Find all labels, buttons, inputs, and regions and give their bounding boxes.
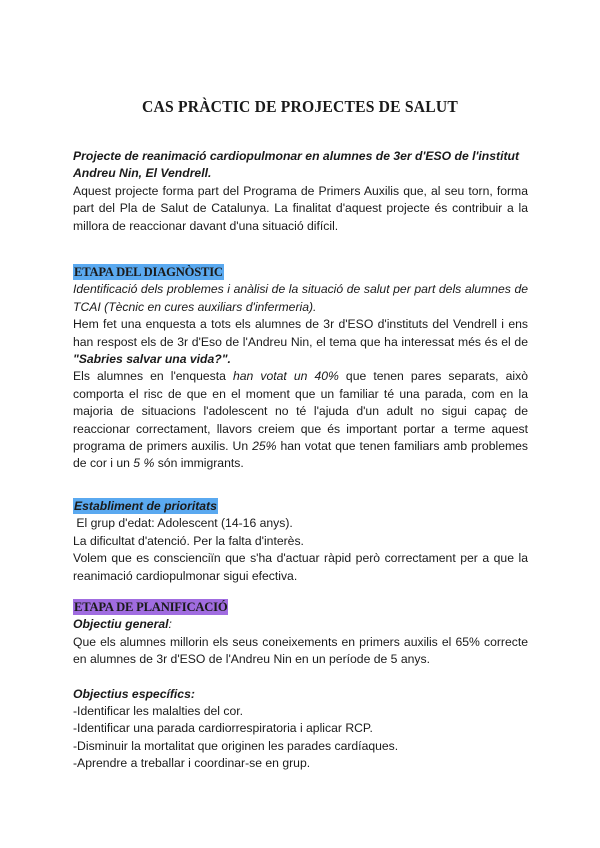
intro-heading: Projecte de reanimació cardiopulmonar en alumnes de 3er d'ESO de l'institut Andreu Nin, El Vendrell. [73, 149, 520, 181]
results-stat-5: 5 % [133, 456, 155, 471]
intro-body: Aquest projecte forma part del Programa de Primers Auxilis que, al seu torn, forma part del Pla de Salut de Catalunya. La finalitat d'aquest projecte és contribuir a la millora de reaccionar davant d'una situació difícil. [73, 183, 528, 233]
priorities-line-attention: La dificultat d'atenció. Per la falta d'interès. [73, 533, 304, 548]
priorities-section [73, 498, 528, 585]
intro-section [73, 148, 528, 235]
general-objective-text: Que els alumnes millorin els seus coneixements en primers auxilis el 65% correcte en alumnes de 3r d'ESO de l'Andreu Nin en un període de 5 anys. [73, 634, 528, 667]
diagnostic-paragraph-results [73, 368, 528, 472]
diagnostic-section [73, 264, 528, 473]
survey-quote: "Sabries salvar una vida?". [73, 352, 231, 367]
specific-objective-item: -Identificar una parada cardiorrespiratoria i aplicar RCP. [73, 721, 373, 736]
general-objective-label [73, 616, 528, 633]
specific-objectives-label: Objectius específics: [73, 686, 195, 701]
diagnostic-heading: ETAPA DEL DIAGNÒSTIC [74, 265, 223, 279]
specific-objective-item: -Aprendre a treballar i coordinar-se en grup. [73, 756, 311, 771]
results-text-b: que tenen pares separats, això comporta el risc de que en el moment que un familiar té una parada, com en la majoria de situacions l'adolescent no té l'ajuda d'un adult no sigui capaç de reaccionar correctament, llavors creiem que és important portar a terme aquest programa de primers auxilis. Un [73, 369, 528, 454]
results-stat-25: 25% [252, 439, 277, 454]
results-text-a: Els alumnes en l'enquesta [73, 369, 233, 384]
planning-heading: ETAPA DE PLANIFICACIÓ [74, 600, 228, 614]
page-title: CAS PRÀCTIC DE PROJECTES DE SALUT [142, 97, 458, 116]
priorities-line-age: El grup d'edat: Adolescent (14-16 anys). [73, 516, 293, 531]
general-objective-colon: : [168, 617, 172, 632]
survey-text: Hem fet una enquesta a tots els alumnes de 3r d'ESO d'instituts del Vendrell i ens han respost els de 3r d'Eso de l'Andreu Nin, el tema que ha interessat més és el de [73, 317, 528, 349]
results-text-c: han votat que tenen familiars amb problemes de cor i un [73, 439, 528, 471]
general-objective-title: Objectiu general [73, 617, 169, 632]
priorities-line-awareness: Volem que es conscienciïn que s'ha d'actuar ràpid però correctament per a que la reanimació cardiopulmonar sigui efectiva. [73, 551, 528, 583]
spacer [73, 669, 528, 686]
diagnostic-paragraph-survey [73, 316, 528, 368]
specific-objective-item: -Disminuir la mortalitat que originen les parades cardíaques. [73, 738, 399, 753]
diagnostic-subtitle: Identificació dels problemes i anàlisi de la situació de salut per part dels alumnes de TCAI (Tècnic en cures auxiliars d'infermeria). [73, 282, 528, 314]
results-text-d: són immigrants. [154, 456, 244, 471]
specific-objective-item: -Identificar les malalties del cor. [73, 704, 244, 719]
priorities-heading: Establiment de prioritats [74, 499, 217, 513]
planning-section [73, 599, 528, 773]
results-stat-40: han votat un 40% [232, 369, 339, 384]
